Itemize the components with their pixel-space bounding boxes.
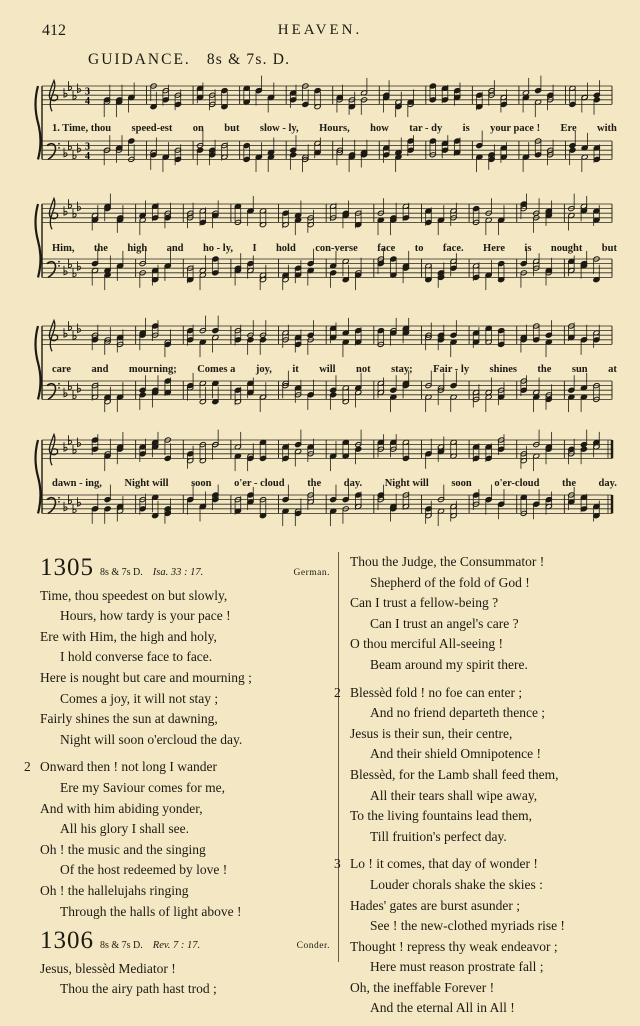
lyric-syllable: the — [561, 478, 576, 489]
column-divider — [338, 552, 339, 962]
lyric-syllable: Night will — [124, 478, 169, 489]
music-system-1 — [0, 78, 640, 188]
bass-clef — [47, 144, 55, 160]
verse-line — [40, 606, 330, 627]
verse-line — [40, 668, 330, 689]
flat-sign — [64, 206, 67, 215]
verse-line — [350, 786, 630, 807]
verse-text: And no friend departeth thence ; — [370, 705, 546, 721]
hymn-number: 1305 — [40, 554, 94, 581]
verse — [24, 757, 330, 922]
lyric-syllable: it — [292, 364, 299, 375]
verse-text: All their tears shall wipe away, — [370, 787, 538, 803]
lyric-syllable: day. — [343, 478, 363, 489]
page-number: 412 — [42, 22, 66, 39]
verse-line — [350, 957, 630, 978]
bass-clef-dot — [58, 497, 60, 499]
verse-text: Blessèd, for the Lamb shall feed them, — [350, 766, 559, 782]
verse-line — [350, 896, 630, 917]
lyric-syllable: on — [192, 123, 204, 134]
verse-line — [350, 655, 630, 676]
verse-line — [350, 593, 630, 614]
verse-text: And with him abiding yonder, — [40, 800, 203, 816]
flat-sign — [78, 202, 81, 211]
lyric-syllable: high — [127, 243, 148, 254]
verse-line — [40, 709, 330, 730]
bass-clef-dot — [58, 143, 60, 145]
verse — [334, 683, 630, 848]
treble-clef — [49, 434, 57, 465]
bass-clef — [47, 262, 55, 278]
lyric-syllable: your pace ! — [490, 123, 541, 134]
running-head: HEAVEN. — [277, 22, 363, 38]
lyric-syllable: care — [52, 364, 72, 375]
lyric-syllable: with — [597, 123, 617, 134]
lyric-syllable: stay; — [391, 364, 413, 375]
time-signature-bottom: 4 — [85, 150, 90, 162]
bass-clef — [47, 498, 55, 514]
verse-line — [40, 586, 330, 607]
time-signature-top: 3 — [85, 141, 90, 153]
treble-clef — [49, 198, 57, 229]
lyric-syllable: shines — [489, 364, 517, 375]
verse-line — [350, 806, 630, 827]
lyric-syllable: the — [307, 478, 322, 489]
bass-clef-dot — [58, 501, 60, 503]
hymn-header-1306 — [40, 929, 330, 957]
bass-clef-dot — [58, 383, 60, 385]
lyric-syllable: tar - dy — [409, 123, 443, 134]
verse-text: And their shield Omnipotence ! — [370, 746, 541, 762]
verse-text: To the living fountains lead them, — [350, 808, 533, 824]
verse-line — [350, 744, 630, 765]
lyric-syllable: soon — [451, 478, 472, 489]
verse-line — [350, 634, 630, 655]
hymn-header-1305 — [40, 556, 330, 584]
flat-sign — [78, 84, 81, 93]
hymn-column-left — [24, 554, 330, 1007]
lyric-syllable: Him, — [52, 243, 75, 254]
time-signature-top: 3 — [85, 86, 90, 98]
brace — [36, 440, 41, 513]
lyric-syllable: hold — [275, 243, 296, 254]
lyric-syllable: is — [462, 123, 470, 134]
verse-text: Comes a joy, it will not stay ; — [60, 690, 219, 706]
lyric-syllable: and — [166, 243, 184, 254]
lyric-line-2 — [52, 243, 617, 254]
lyric-syllable: will — [319, 364, 336, 375]
verse-line — [350, 827, 630, 848]
lyric-syllable: face. — [442, 243, 464, 254]
music-system-4 — [0, 432, 640, 544]
flat-sign — [78, 261, 81, 270]
tune-name: GUIDANCE. — [88, 51, 191, 68]
lyric-syllable: is — [524, 243, 532, 254]
flat-sign — [78, 143, 81, 152]
tune-meter: 8s & 7s. D. — [206, 51, 291, 68]
hymn-number: 1306 — [40, 927, 94, 955]
flat-sign — [64, 148, 67, 157]
brace — [36, 86, 41, 159]
lyric-syllable: dawn - ing, — [52, 478, 102, 489]
flat-sign — [64, 266, 67, 275]
time-signature-bottom: 4 — [85, 95, 90, 107]
verse-text: See ! the new-clothed myriads rise ! — [370, 918, 565, 934]
lyric-line-1 — [52, 123, 617, 134]
verse-text: Shepherd of the fold of God ! — [370, 574, 530, 590]
verse-text: Blessèd fold ! no foe can enter ; — [350, 684, 523, 700]
flat-sign — [64, 388, 67, 397]
lyric-syllable: the — [537, 364, 552, 375]
verse-line — [40, 647, 330, 668]
verse-line — [24, 757, 330, 778]
hymn-reference: Isa. 33 : 17. — [152, 567, 204, 578]
music-system-3 — [0, 318, 640, 430]
lyric-line-4 — [52, 478, 617, 489]
verse-text: Louder chorals shake the skies : — [370, 876, 543, 892]
verse-text: Through the halls of light above ! — [60, 903, 242, 919]
verse-text: Ere my Saviour comes for me, — [60, 779, 225, 795]
lyric-syllable: sun — [571, 364, 588, 375]
verse-line — [350, 937, 630, 958]
verse-line — [350, 552, 630, 573]
verse-number: 2 — [24, 759, 31, 775]
verse-line — [40, 689, 330, 710]
lyric-syllable: nought — [550, 243, 583, 254]
lyric-syllable: the — [93, 243, 108, 254]
bass-clef — [47, 384, 55, 400]
verse — [350, 552, 630, 676]
verse-line — [40, 959, 330, 980]
verse-line — [350, 724, 630, 745]
verse-text: Here must reason prostrate fall ; — [370, 959, 544, 975]
verse-text: Oh ! the music and the singing — [40, 841, 206, 857]
verse-text: Jesus is their sun, their centre, — [350, 725, 513, 741]
flat-sign — [64, 442, 67, 451]
lyric-syllable: 1. Time, thou — [52, 123, 112, 134]
lyric-syllable: Here — [483, 243, 505, 254]
flat-sign — [78, 497, 81, 506]
hymn-1306-verses-right — [334, 552, 630, 1019]
brace — [36, 326, 41, 399]
verse-line — [350, 998, 630, 1019]
verse-text: Onward then ! not long I wander — [40, 759, 217, 775]
lyric-syllable: Night will — [384, 478, 429, 489]
flat-sign — [78, 324, 81, 333]
lyric-syllable: Hours, — [319, 123, 350, 134]
lyric-syllable: but — [601, 243, 617, 254]
verse-text: O thou merciful All-seeing ! — [350, 636, 503, 652]
verse-line — [40, 778, 330, 799]
verse-line — [40, 799, 330, 820]
verse-text: All his glory I shall see. — [60, 821, 189, 837]
treble-clef — [49, 80, 57, 111]
verse-line — [350, 703, 630, 724]
verse-text: Can I trust a fellow-being ? — [350, 595, 499, 611]
lyric-syllable: but — [224, 123, 240, 134]
lyric-syllable: joy, — [255, 364, 272, 375]
verse-text: Hades' gates are burst asunder ; — [350, 897, 520, 913]
verse-line — [40, 840, 330, 861]
verse-text: Time, thou speedest on but slowly, — [40, 587, 228, 603]
verse-text: Here is nought but care and mourning ; — [40, 669, 252, 685]
verse-text: I hold converse face to face. — [60, 649, 213, 665]
lyric-syllable: mourning; — [128, 364, 177, 375]
verse — [334, 854, 630, 1019]
lyric-syllable: I — [252, 243, 257, 254]
lyric-syllable: not — [356, 364, 371, 375]
lyric-syllable: Fair - ly — [433, 364, 470, 375]
verse-text: Oh ! the hallelujahs ringing — [40, 882, 189, 898]
verse-line — [40, 979, 330, 1000]
hymn-author: German. — [293, 568, 330, 578]
verse-line — [334, 854, 630, 875]
flat-sign — [78, 438, 81, 447]
verse-line — [350, 916, 630, 937]
verse-line — [40, 881, 330, 902]
verse-text: Beam around my spirit there. — [370, 656, 528, 672]
flat-sign — [64, 88, 67, 97]
verse-line — [334, 683, 630, 704]
verse-line — [40, 819, 330, 840]
lyric-syllable: to — [414, 243, 424, 254]
hymn-column-right — [334, 552, 630, 1026]
lyric-syllable: day. — [598, 478, 617, 489]
music-system-2 — [0, 196, 640, 308]
lyric-line-3 — [52, 364, 617, 375]
lyric-syllable: Comes a — [197, 364, 236, 375]
lyric-syllable: face — [377, 243, 396, 254]
lyric-syllable: o'er - cloud — [234, 478, 285, 489]
lyric-syllable: slow - ly, — [259, 123, 299, 134]
verse-text: Jesus, blessèd Mediator ! — [40, 960, 176, 976]
verse-line — [40, 860, 330, 881]
hymn-1306-verses-left — [40, 959, 330, 1000]
verse-text: Fairly shines the sun at dawning, — [40, 711, 218, 727]
lyric-syllable: and — [91, 364, 109, 375]
lyric-syllable: o'er-cloud — [494, 478, 540, 489]
lyric-syllable: at — [608, 364, 617, 375]
verse-text: Oh, the ineffable Forever ! — [350, 979, 495, 995]
verse-line — [350, 875, 630, 896]
bass-clef-dot — [58, 147, 60, 149]
verse-text: Can I trust an angel's care ? — [370, 615, 519, 631]
verse — [40, 959, 330, 1000]
hymn-reference: Rev. 7 : 17. — [152, 940, 201, 952]
treble-clef — [49, 320, 57, 351]
verse-text: Night will soon o'ercloud the day. — [60, 731, 243, 747]
bass-clef-dot — [58, 265, 60, 267]
verse-text: Thought ! repress thy weak endeavor ; — [350, 938, 558, 954]
verse-text: Lo ! it comes, that day of wonder ! — [350, 856, 538, 872]
verse-line — [350, 765, 630, 786]
verse-number: 3 — [334, 856, 341, 872]
brace — [36, 204, 41, 277]
hymn-meter: 8s & 7s D. — [100, 940, 143, 952]
verse-number: 2 — [334, 684, 341, 700]
tune-title — [88, 51, 290, 69]
verse-line — [350, 614, 630, 635]
verse-line — [40, 902, 330, 923]
hymn-author: Conder. — [296, 941, 330, 952]
verse-line — [350, 573, 630, 594]
lyric-syllable: Ere — [560, 123, 577, 134]
verse-text: Of the host redeemed by love ! — [60, 862, 228, 878]
flat-sign — [64, 502, 67, 511]
verse-line — [40, 627, 330, 648]
verse-line — [40, 730, 330, 751]
verse-text: Thou the Judge, the Consummator ! — [350, 554, 545, 569]
lyric-syllable: how — [370, 123, 389, 134]
verse-text: Ere with Him, the high and holy, — [40, 628, 217, 644]
verse — [40, 586, 330, 751]
verse-text: Till fruition's perfect day. — [370, 828, 507, 844]
verse-text: Thou the airy path hast trod ; — [60, 981, 217, 997]
flat-sign — [78, 383, 81, 392]
hymn-meter: 8s & 7s D. — [100, 567, 143, 578]
verse-text: Hours, how tardy is your pace ! — [60, 608, 231, 624]
lyric-syllable: speed-est — [131, 123, 173, 134]
bass-clef-dot — [58, 387, 60, 389]
bass-clef-dot — [58, 261, 60, 263]
flat-sign — [64, 328, 67, 337]
lyric-syllable: soon — [191, 478, 212, 489]
verse-line — [350, 978, 630, 999]
lyric-syllable: ho - ly, — [202, 243, 234, 254]
lyric-syllable: con-verse — [315, 243, 358, 254]
hymn-1305-verses — [24, 586, 330, 923]
verse-text: And the eternal All in All ! — [370, 1000, 515, 1016]
